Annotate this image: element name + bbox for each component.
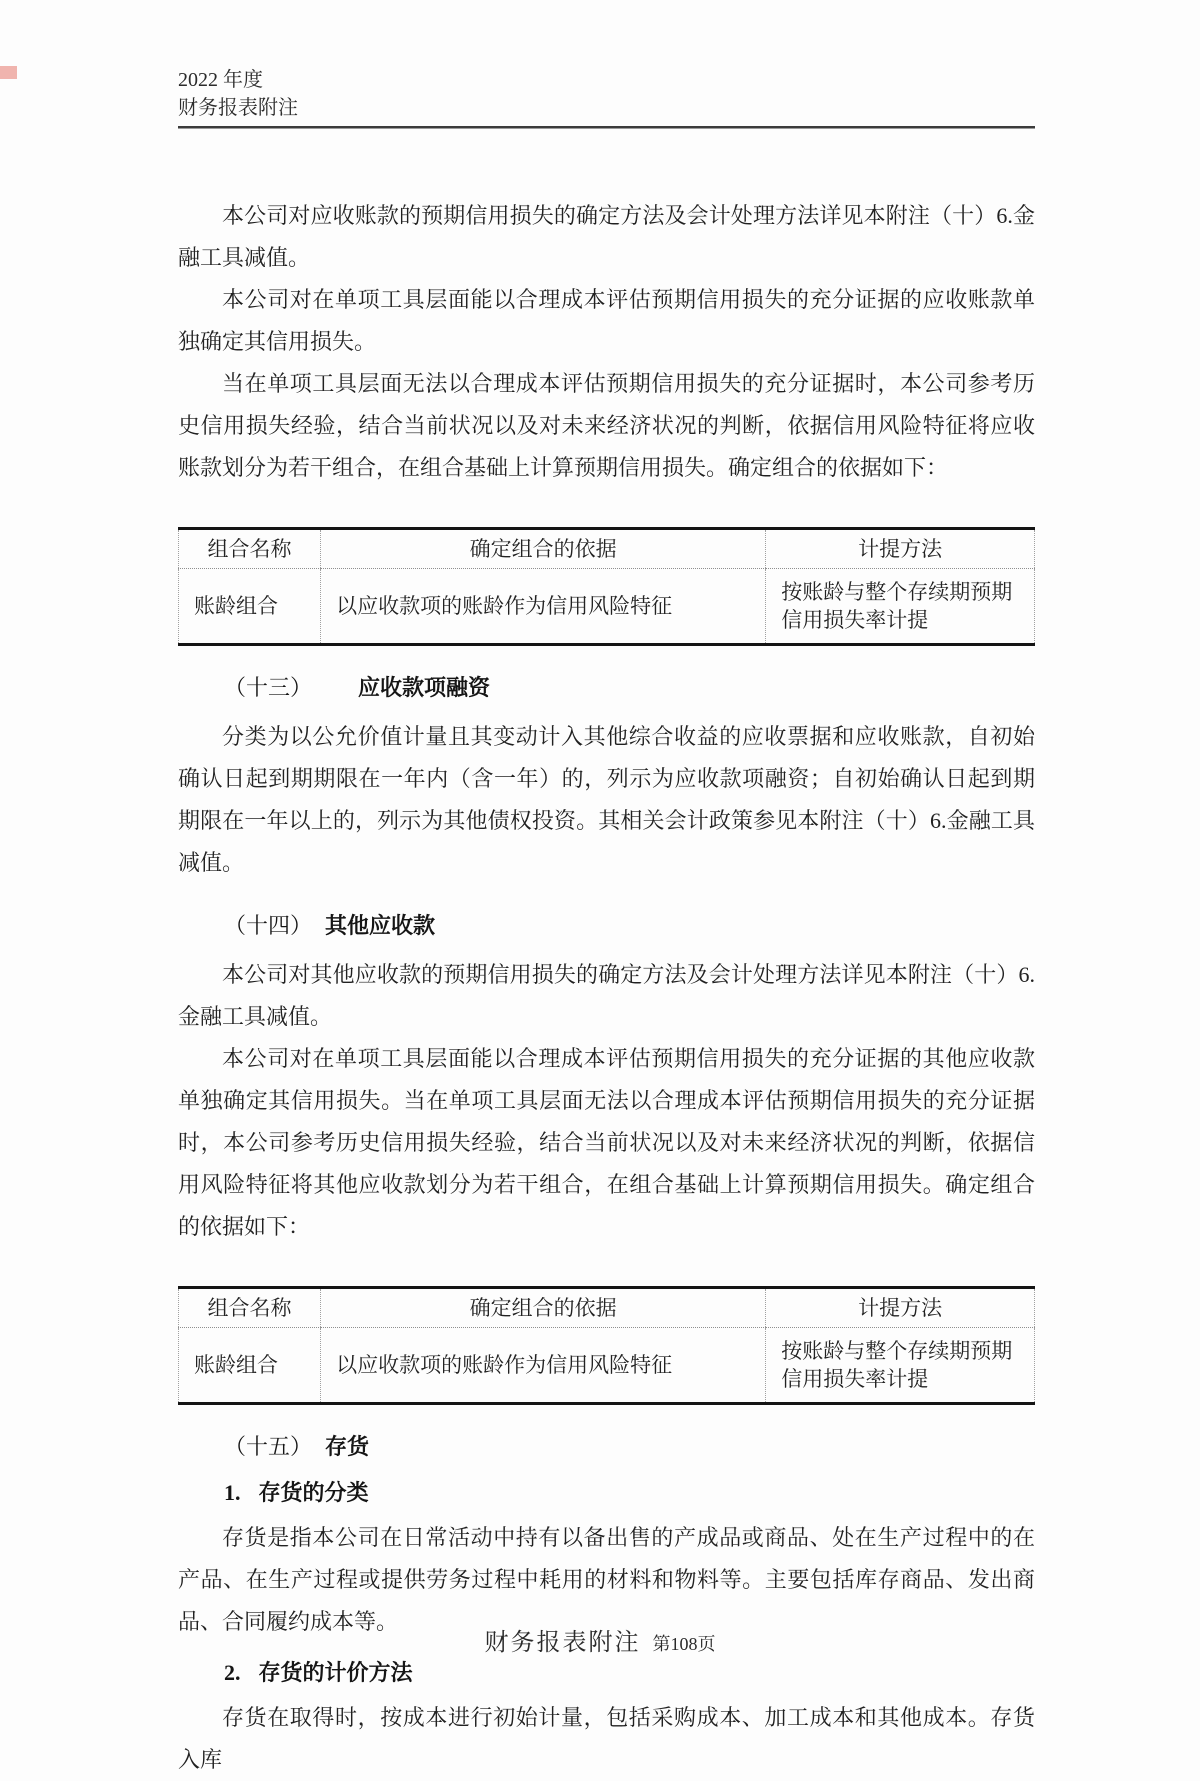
column-header: 组合名称 (179, 1288, 321, 1328)
section-number: （十五） (224, 1434, 313, 1459)
table-row (179, 1328, 1035, 1404)
section-heading-15 (178, 1431, 1035, 1463)
table-cell: 以应收款项的账龄作为信用风险特征 (321, 569, 766, 645)
sub-heading-title: 存货的计价方法 (258, 1660, 413, 1685)
document-page (0, 66, 1200, 1772)
table-cell: 按账龄与整个存续期预期信用损失率计提 (766, 1328, 1035, 1404)
header-rule (178, 126, 1035, 129)
sub-heading-number: 2. (224, 1660, 241, 1685)
column-header: 确定组合的依据 (321, 529, 766, 569)
table-header-row (179, 529, 1035, 569)
paragraph: 本公司对应收账款的预期信用损失的确定方法及会计处理方法详见本附注（十）6.金融工具减值。 (178, 203, 1035, 270)
paragraph: 本公司对其他应收款的预期信用损失的确定方法及会计处理方法详见本附注（十）6.金融工具减值。 (178, 962, 1035, 1029)
sub-heading-1 (178, 1477, 1035, 1509)
page-header (178, 66, 1035, 122)
sub-heading-number: 1. (224, 1480, 241, 1505)
sub-heading-title: 存货的分类 (258, 1480, 369, 1505)
page-footer (0, 1622, 1200, 1657)
section-title: 其他应收款 (325, 913, 436, 938)
table-cell: 账龄组合 (194, 1353, 278, 1377)
paragraph: 存货是指本公司在日常活动中持有以备出售的产成品或商品、处在生产过程中的在产品、在生产过程或提供劳务过程中耗用的材料和物料等。主要包括库存商品、发出商品、合同履约成本等。 (178, 1525, 1035, 1634)
section-heading-13 (178, 672, 1035, 704)
paragraph: 分类为以公允价值计量且其变动计入其他综合收益的应收票据和应收账款，自初始确认日起到期期限在一年内（含一年）的，列示为应收款项融资；自初始确认日起到期期限在一年以上的，列示为其他债权投资。其相关会计政策参见本附注（十）6.金融工具减值。 (178, 724, 1035, 875)
document-body (178, 195, 1035, 1781)
table-row (179, 569, 1035, 645)
scan-corner-mark (0, 66, 17, 79)
footer-page-number: 第108页 (652, 1634, 716, 1654)
paragraph: 本公司对在单项工具层面能以合理成本评估预期信用损失的充分证据的其他应收款单独确定其信用损失。当在单项工具层面无法以合理成本评估预期信用损失的充分证据时，本公司参考历史信用损失经验，结合当前状况以及对未来经济状况的判断，依据信用风险特征将其他应收款划分为若干组合，在组合基础上计算预期信用损失。确定组合的依据如下： (178, 1046, 1035, 1239)
table-cell: 以应收款项的账龄作为信用风险特征 (321, 1328, 766, 1404)
column-header: 组合名称 (179, 529, 321, 569)
section-title: 应收款项融资 (358, 675, 491, 700)
table-cell: 账龄组合 (194, 594, 278, 618)
table-cell: 按账龄与整个存续期预期信用损失率计提 (766, 569, 1035, 645)
footer-title: 财务报表附注 (484, 1630, 641, 1656)
paragraph: 当在单项工具层面无法以合理成本评估预期信用损失的充分证据时，本公司参考历史信用损失经验，结合当前状况以及对未来经济状况的判断，依据信用风险特征将应收账款划分为若干组合，在组合基础上计算预期信用损失。确定组合的依据如下： (178, 371, 1035, 480)
section-title: 存货 (325, 1434, 370, 1459)
header-doc-title: 财务报表附注 (178, 97, 298, 119)
column-header: 计提方法 (766, 1288, 1035, 1328)
column-header: 计提方法 (766, 529, 1035, 569)
header-year: 2022 年度 (178, 69, 263, 91)
portfolio-basis-table-2 (178, 1286, 1035, 1405)
portfolio-basis-table-1 (178, 527, 1035, 646)
table-header-row (179, 1288, 1035, 1328)
sub-heading-2 (178, 1657, 1035, 1689)
paragraph: 存货在取得时，按成本进行初始计量，包括采购成本、加工成本和其他成本。存货入库 (178, 1705, 1035, 1772)
section-number: （十四） (224, 913, 313, 938)
paragraph: 本公司对在单项工具层面能以合理成本评估预期信用损失的充分证据的应收账款单独确定其信用损失。 (178, 287, 1035, 354)
column-header: 确定组合的依据 (321, 1288, 766, 1328)
section-number: （十三） (224, 675, 313, 700)
section-heading-14 (178, 910, 1035, 942)
